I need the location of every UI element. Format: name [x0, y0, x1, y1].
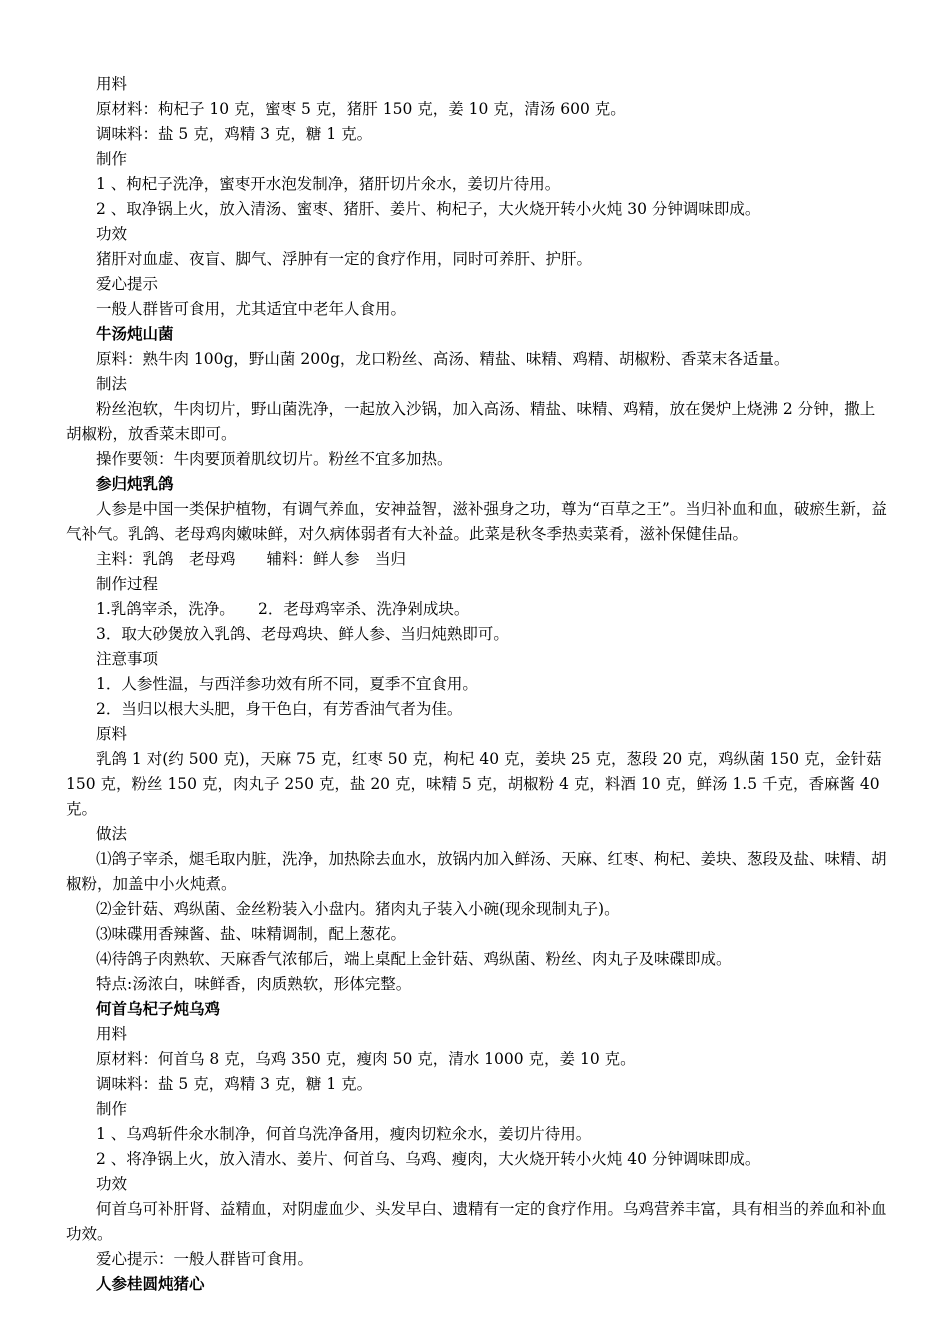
text-line: 猪肝对血虚、夜盲、脚气、浮肿有一定的食疗作用，同时可养肝、护肝。 [96, 250, 593, 268]
text-line: 操作要领：牛肉要顶着肌纹切片。粉丝不宜多加热。 [96, 450, 453, 468]
text-line: 一般人群皆可食用，尤其适宜中老年人食用。 [96, 300, 407, 318]
text-line: 粉丝泡软，牛肉切片，野山菌洗净，一起放入沙锅，加入高汤、精盐、味精、鸡精，放在煲炉上烧沸 2 分钟，撒上胡椒粉，放香菜末即可。 [66, 400, 876, 443]
text-line: ⑷待鸽子肉熟软、天麻香气浓郁后，端上桌配上金针菇、鸡纵菌、粉丝、肉丸子及味碟即成。 [96, 950, 732, 968]
text-line: 用料 [96, 1025, 128, 1043]
text-line: 3．取大砂煲放入乳鸽、老母鸡块、鲜人参、当归炖熟即可。 [96, 625, 509, 643]
text-line: 原材料：何首乌 8 克，乌鸡 350 克，瘦肉 50 克，清水 1000 克，姜 10 克。 [96, 1050, 636, 1068]
text-line: 人参是中国一类保护植物，有调气养血，安神益智，滋补强身之功，尊为“百草之王”。当归补血和血，破瘀生新，益气补气。乳鸽、老母鸡肉嫩味鲜，对久病体弱者有大补益。此菜是秋冬季热卖菜肴，滋补保健佳品。 [66, 500, 887, 543]
text-line: 注意事项 [96, 650, 159, 668]
text-line: 主料：乳鸽 老母鸡 辅料：鲜人参 当归 [96, 550, 407, 568]
text-line: 1.乳鸽宰杀，洗净。 2．老母鸡宰杀、洗净剁成块。 [96, 600, 470, 618]
text-line: ⑵金针菇、鸡纵菌、金丝粉装入小盘内。猪肉丸子装入小碗(现氽现制丸子)。 [96, 900, 620, 918]
text-line: 原料 [96, 725, 128, 743]
text-line: 功效 [96, 225, 128, 243]
text-line: 2．当归以根大头肥，身干色白，有芳香油气者为佳。 [96, 700, 463, 718]
text-line: 制作过程 [96, 575, 159, 593]
recipe-heading: 人参桂圆炖猪心 [96, 1275, 205, 1293]
recipe-heading: 参归炖乳鸽 [96, 475, 174, 493]
text-line: 爱心提示：一般人群皆可食用。 [96, 1250, 314, 1268]
text-line: 特点:汤浓白，味鲜香，肉质熟软，形体完整。 [96, 975, 412, 993]
text-line: 制作 [96, 1100, 128, 1118]
text-line: 功效 [96, 1175, 128, 1193]
text-line: 原料：熟牛肉 100g，野山菌 200g，龙口粉丝、高汤、精盐、味精、鸡精、胡椒粉、香菜末各适量。 [96, 350, 790, 368]
text-line: 用料 [96, 75, 128, 93]
text-line: 制法 [96, 375, 128, 393]
text-line: 何首乌可补肝肾、益精血，对阴虚血少、头发早白、遗精有一定的食疗作用。乌鸡营养丰富，具有相当的养血和补血功效。 [66, 1200, 887, 1243]
text-line: 原材料：枸杞子 10 克，蜜枣 5 克，猪肝 150 克，姜 10 克，清汤 600 克。 [96, 100, 626, 118]
recipe-heading: 何首乌杞子炖乌鸡 [96, 1000, 221, 1018]
text-line: ⑴鸽子宰杀，煺毛取内脏，洗净，加热除去血水，放锅内加入鲜汤、天麻、红枣、枸杞、姜块、葱段及盐、味精、胡椒粉，加盖中小火炖煮。 [66, 850, 887, 893]
text-line: 做法 [96, 825, 128, 843]
text-line: 调味料：盐 5 克，鸡精 3 克，糖 1 克。 [96, 1075, 373, 1093]
text-line: 1 、枸杞子洗净，蜜枣开水泡发制净，猪肝切片氽水，姜切片待用。 [96, 175, 561, 193]
text-line: 制作 [96, 150, 128, 168]
text-line: 爱心提示 [96, 275, 159, 293]
text-line: 调味料：盐 5 克，鸡精 3 克，糖 1 克。 [96, 125, 373, 143]
text-line: 2 、将净锅上火，放入清水、姜片、何首乌、乌鸡、瘦肉，大火烧开转小火炖 40 分钟调味即成。 [96, 1150, 761, 1168]
text-line: 乳鸽 1 对(约 500 克)，天麻 75 克，红枣 50 克，枸杞 40 克，姜块 25 克，葱段 20 克，鸡纵菌 150 克，金针菇 150 克，粉丝 150 克，肉丸子 250 克，盐 20 克，味精 5 克，胡椒粉 4 克，料酒 10 克，鲜汤 1.5 千克，香麻酱 40 克。 [66, 750, 882, 818]
text-line: 1．人参性温，与西洋参功效有所不同，夏季不宜食用。 [96, 675, 478, 693]
document-body [0, 72, 950, 1297]
recipe-heading: 牛汤炖山菌 [96, 325, 174, 343]
text-line: ⑶味碟用香辣酱、盐、味精调制，配上葱花。 [96, 925, 407, 943]
text-line: 1 、乌鸡斩件氽水制净，何首乌洗净备用，瘦肉切粒氽水，姜切片待用。 [96, 1125, 592, 1143]
text-line: 2 、取净锅上火，放入清汤、蜜枣、猪肝、姜片、枸杞子，大火烧开转小火炖 30 分钟调味即成。 [96, 200, 761, 218]
